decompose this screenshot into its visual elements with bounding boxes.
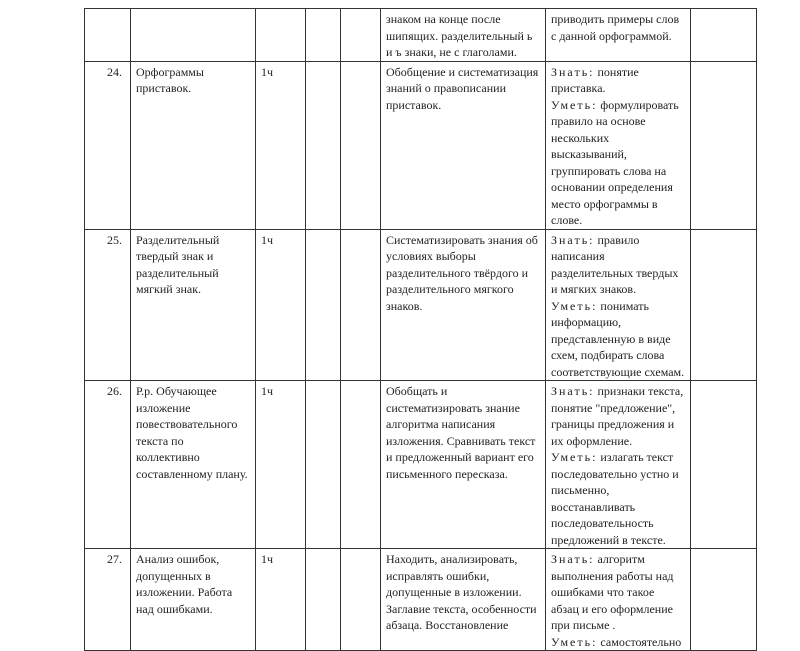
requirement-label: Знать: bbox=[551, 64, 595, 79]
requirements-cell bbox=[546, 381, 691, 549]
table-row bbox=[85, 549, 757, 651]
lesson-hours: 1ч bbox=[256, 61, 306, 229]
notes-cell bbox=[691, 9, 757, 62]
requirement-label: Знать: bbox=[551, 232, 595, 247]
lesson-number: 24. bbox=[85, 61, 131, 229]
lesson-content: Обобщение и систематизация знаний о правописании приставок. bbox=[381, 61, 546, 229]
lesson-topic: Р.р. Обучающее изложение повествовательного текста по коллективно составленному плану. bbox=[131, 381, 256, 549]
table-row bbox=[85, 229, 757, 381]
lesson-number: 25. bbox=[85, 229, 131, 381]
requirement-label: Знать: bbox=[551, 384, 595, 398]
requirement-item bbox=[551, 97, 685, 229]
requirement-text: понимать информацию, представленную в виде схем, подбирать слова соответствующие схемам. bbox=[551, 298, 685, 379]
lesson-number bbox=[85, 9, 131, 62]
requirement-text: алгоритм выполнения работы над ошибками что такое абзац и его оформление при письме . bbox=[551, 552, 674, 632]
requirement-item bbox=[551, 298, 685, 381]
requirement-item bbox=[551, 634, 685, 651]
notes-cell bbox=[691, 61, 757, 229]
table-row bbox=[85, 381, 757, 549]
notes-cell bbox=[691, 229, 757, 381]
requirement-item bbox=[551, 383, 685, 449]
requirements-cell bbox=[546, 549, 691, 651]
lesson-topic: Разделительный твердый знак и разделительный мягкий знак. bbox=[131, 229, 256, 381]
requirement-text: понятие приставка. bbox=[551, 64, 639, 95]
table-row bbox=[85, 9, 757, 62]
notes-cell bbox=[691, 381, 757, 549]
lesson-hours bbox=[256, 9, 306, 62]
lesson-number: 26. bbox=[85, 381, 131, 549]
requirement-label: Уметь: bbox=[551, 450, 598, 464]
requirement-text: приводить примеры слов с данной орфограммой. bbox=[551, 12, 680, 43]
requirement-text: правило написания разделительных твердых и мягких знаков. bbox=[551, 232, 679, 296]
requirement-text: самостоятельно bbox=[597, 634, 682, 649]
lesson-content: Обобщать и систематизировать знание алгоритма написания изложения. Сравнивать текст и предложенный вариант его письменного пересказа. bbox=[381, 381, 546, 549]
requirement-text: излагать текст последовательно устно и письменно, восстанавливать последовательность предложений в тексте. bbox=[551, 450, 679, 547]
requirement-label: Уметь: bbox=[551, 97, 598, 112]
date-plan-cell bbox=[306, 549, 341, 651]
lesson-number: 27. bbox=[85, 549, 131, 651]
requirement-label: Уметь: bbox=[551, 298, 598, 313]
requirements-cell bbox=[546, 61, 691, 229]
lesson-hours: 1ч bbox=[256, 549, 306, 651]
table-row bbox=[85, 61, 757, 229]
requirement-label: Уметь: bbox=[551, 634, 598, 649]
requirement-item bbox=[551, 551, 685, 634]
date-fact-cell bbox=[341, 9, 381, 62]
date-fact-cell bbox=[341, 61, 381, 229]
date-fact-cell bbox=[341, 549, 381, 651]
requirement-item bbox=[551, 449, 685, 548]
requirement-text: формулировать правило на основе нескольких высказываний, группировать слова на основании определения место орфограммы в слове. bbox=[551, 97, 679, 227]
date-fact-cell bbox=[341, 381, 381, 549]
lesson-hours: 1ч bbox=[256, 229, 306, 381]
requirement-item bbox=[551, 64, 685, 97]
date-plan-cell bbox=[306, 9, 341, 62]
lesson-topic: Орфограммы приставок. bbox=[131, 61, 256, 229]
requirement-text: признаки текста, понятие "предложение", границы предложения и их оформление. bbox=[551, 384, 684, 448]
notes-cell bbox=[691, 549, 757, 651]
requirements-cell bbox=[546, 9, 691, 62]
date-plan-cell bbox=[306, 229, 341, 381]
requirements-cell bbox=[546, 229, 691, 381]
lesson-content: знаком на конце после шипящих. разделительный ь и ъ знаки, не с глаголами. bbox=[381, 9, 546, 62]
requirement-item bbox=[551, 232, 685, 298]
lesson-topic bbox=[131, 9, 256, 62]
lesson-topic: Анализ ошибок, допущенных в изложении. Работа над ошибками. bbox=[131, 549, 256, 651]
date-plan-cell bbox=[306, 61, 341, 229]
lesson-content: Находить, анализировать, исправлять ошибки, допущенные в изложении. Заглавие текста, особенности абзаца. Восстановление bbox=[381, 549, 546, 651]
requirement-item bbox=[551, 11, 685, 44]
date-fact-cell bbox=[341, 229, 381, 381]
date-plan-cell bbox=[306, 381, 341, 549]
lesson-content: Систематизировать знания об условиях выборы разделительного твёрдого и разделительного мягкого знаков. bbox=[381, 229, 546, 381]
lesson-plan-table bbox=[84, 8, 757, 651]
requirement-label: Знать: bbox=[551, 552, 595, 566]
lesson-hours: 1ч bbox=[256, 381, 306, 549]
